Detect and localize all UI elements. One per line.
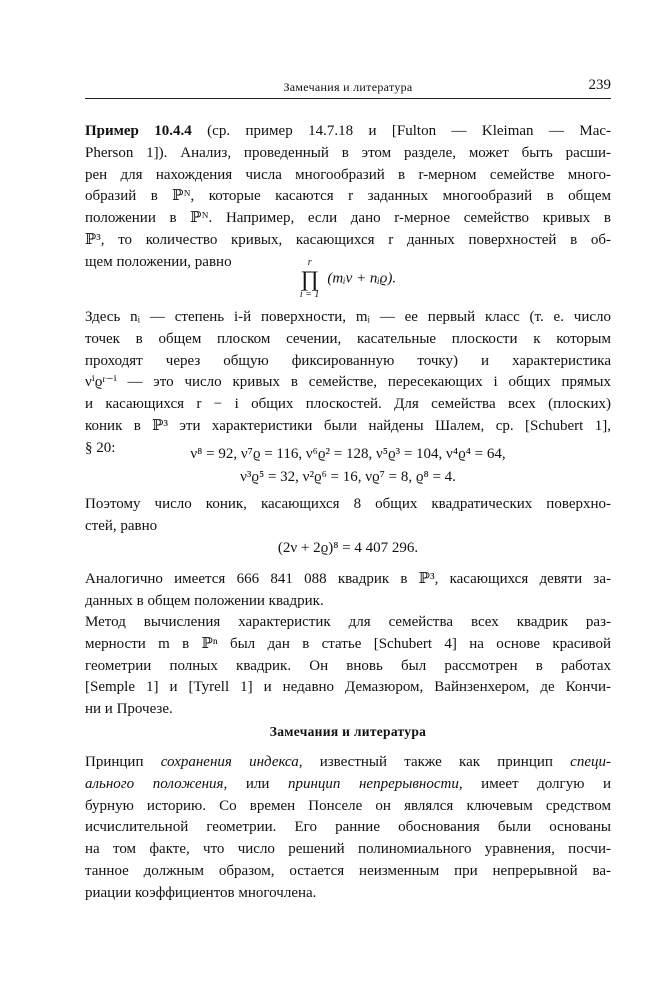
- quadrics-paragraph: Аналогично имеется 666 841 088 квадрик в ℙ³, касающихся девяти за- данных в общем положении квадрик.: [85, 571, 611, 609]
- product-formula: r ∏ i = 1 (mᵢν + nᵢϱ).: [299, 257, 397, 300]
- characteristics-row-2: ν³ϱ⁵ = 32, ν²ϱ⁶ = 16, νϱ⁷ = 8, ϱ⁸ = 4.: [240, 469, 456, 485]
- page-header: [85, 77, 611, 99]
- characteristics-row-1: ν⁸ = 92, ν⁷ϱ = 116, ν⁶ϱ² = 128, ν⁵ϱ³ = 104, ν⁴ϱ⁴ = 64,: [190, 446, 506, 462]
- conics-paragraph: Поэтому число коник, касающихся 8 общих квадратических поверхно- стей, равно: [85, 496, 611, 534]
- method-paragraph: Метод вычисления характеристик для семейства всех квадрик раз- мерности m в ℙⁿ был дан в статье [Schubert 4] на основе красивой геометрии полных квадрик. Он вновь был рассмотрен в работах [Semple 1] и [Tyrell 1] и недавно Демазюром, Вайнзенхером, де Кончи- ни и Прочезе.: [85, 614, 611, 718]
- section-heading: Замечания и литература: [269, 724, 427, 739]
- product-symbol: r ∏ i = 1: [299, 257, 320, 300]
- page-number: 239: [588, 77, 611, 93]
- example-lead: Пример 10.4.4: [85, 123, 192, 139]
- explanation-paragraph: Здесь nᵢ — степень i-й поверхности, mᵢ — ее первый класс (т. е. число точек в общем плоском сечении, касательные плоскости к которым проходят через общую фиксированную точку) и характеристика νⁱϱʳ⁻ⁱ — это число кривых в семействе, пересекающих i общих прямых и касающихся r − i общих плоскостей. Для семейства всех (плоских) коник в ℙ³ эти характеристики были найдены Шалем, ср. [Schubert 1], § 20:: [85, 309, 611, 456]
- example-paragraph: Пример 10.4.4 (ср. пример 14.7.18 и [Fulton — Kleiman — Mac- Pherson 1]). Анализ, проведенный в этом разделе, может быть расши- рен для нахождения числа многообразий в r-мерном семействе много- образий в ℙᴺ, которые касаются r заданных многообразий в общем положении в ℙᴺ. Например, если дано r-мерное семейство кривых в ℙ³, то количество кривых, касающихся r данных поверхностей в об- щем положении, равно: [85, 123, 612, 270]
- notes-paragraph: Принцип сохранения индекса, известный также как принцип специ- ального положения, или принцип непрерывности, имеет долгую и бурную историю. Со времен Понселе он являлся ключевым средством исчислительной геометрии. Его ранние обоснования были основаны на том факте, что число решений полиномиального уравнения, посчи- танное должным образом, остается неизменным при непрерывной ва- риации коэффициентов многочлена.: [85, 754, 611, 901]
- running-title: Замечания и литература: [283, 80, 413, 94]
- conics-count-formula: (2ν + 2ϱ)⁸ = 4 407 296.: [277, 540, 419, 556]
